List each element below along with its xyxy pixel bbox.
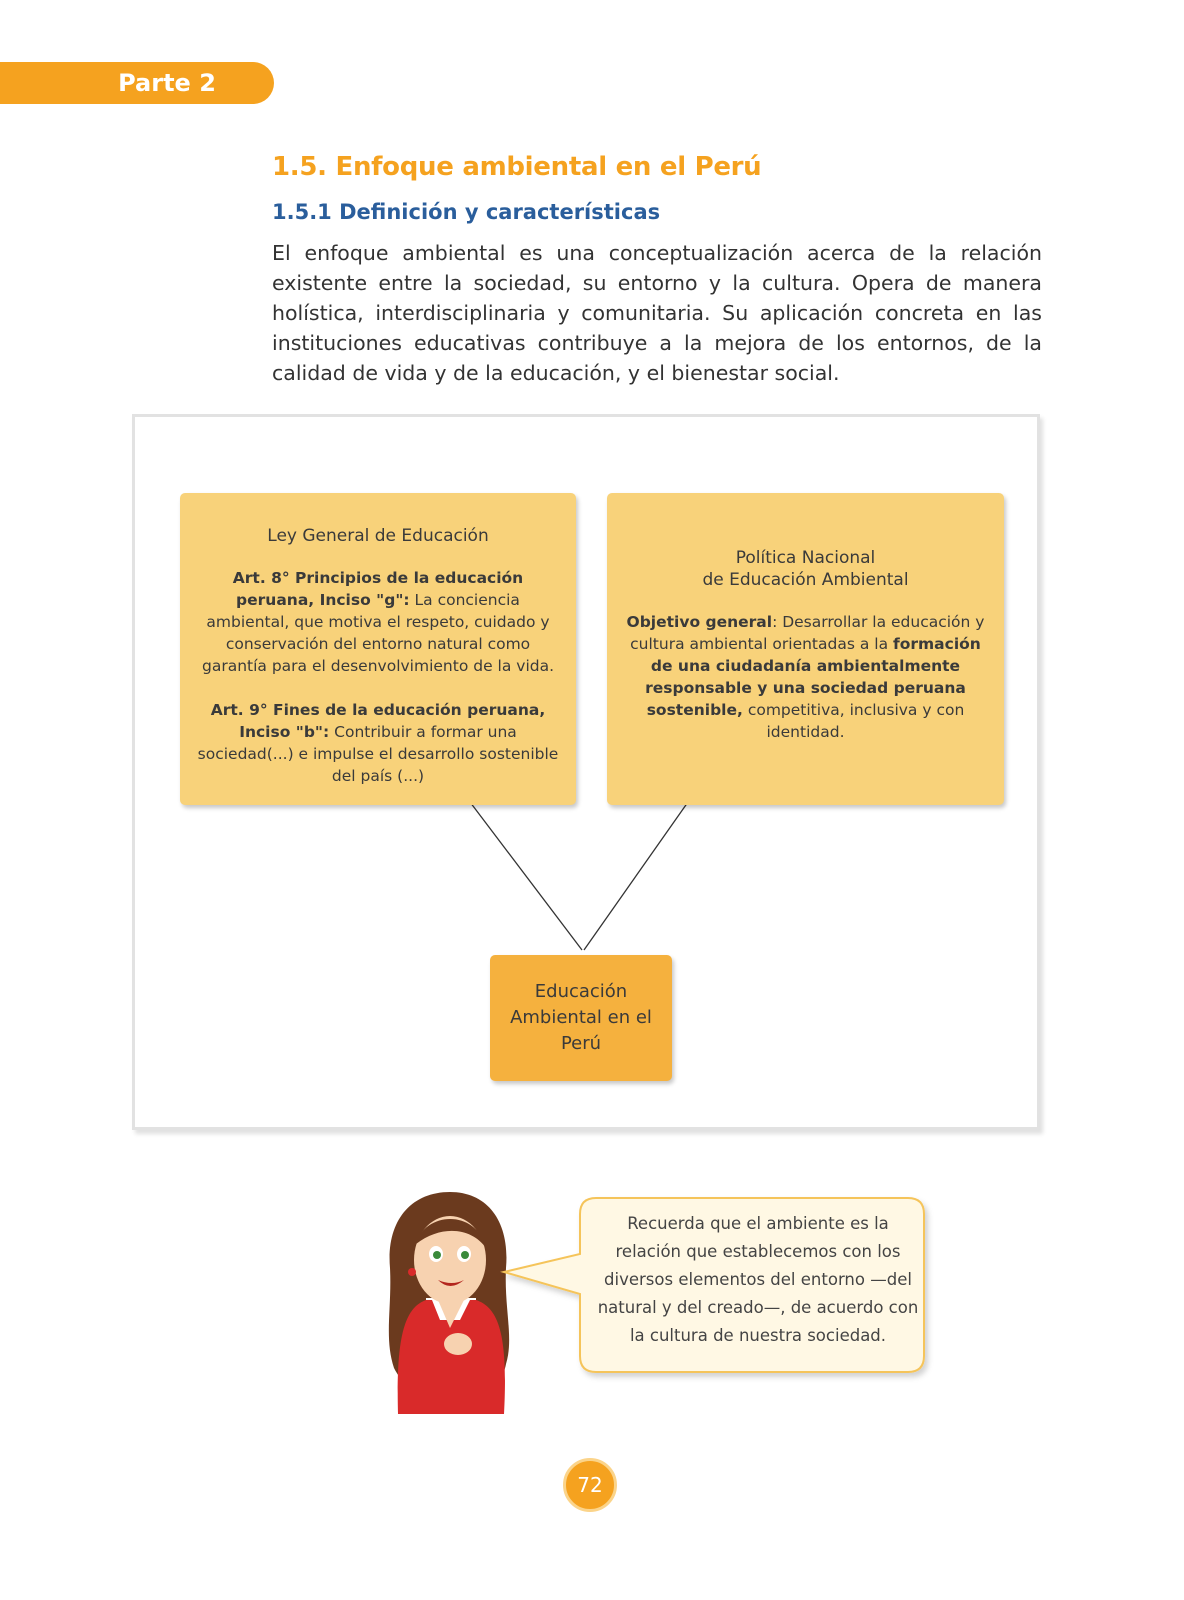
page-number bbox=[563, 1458, 617, 1512]
politica-objective bbox=[621, 611, 990, 743]
ley-art9-text: Contribuir a formar una sociedad(...) e impulse el desarrollo sostenible del país (...) bbox=[197, 723, 559, 785]
politica-objective-text1: : Desarrollar la educación y cultura ambiental orientadas a la bbox=[630, 613, 985, 653]
ley-art8 bbox=[194, 567, 562, 677]
ley-art9 bbox=[194, 699, 562, 787]
concept-diagram bbox=[132, 414, 1040, 1130]
ley-art8-text: La conciencia ambiental, que motiva el respeto, cuidado y conservación del entorno natural como garantía para el desenvolvimiento de la vida. bbox=[201, 591, 555, 675]
politica-title-line2: de Educación Ambiental bbox=[702, 570, 909, 590]
teacher-character-illustration bbox=[380, 1188, 520, 1418]
ley-art9-heading: Art. 9° Fines de la educación peruana, Inciso "b": bbox=[210, 701, 546, 741]
educacion-ambiental-label: Educación Ambiental en el Perú bbox=[510, 981, 652, 1054]
politica-objective-bold2: formación de una ciudadanía ambientalmente responsable y una sociedad peruana sostenible, bbox=[645, 635, 981, 719]
ley-general-box bbox=[180, 493, 576, 805]
speech-bubble-text: Recuerda que el ambiente es la relación que establecemos con los diversos elementos del entorno —del natural y del creado—, de acuerdo con la cultura de nuestra sociedad. bbox=[597, 1214, 919, 1345]
intro-paragraph: El enfoque ambiental es una conceptualización acerca de la relación existente entre la sociedad, su entorno y la cultura. Opera de manera holística, interdisciplinaria y comunitaria. Su aplicación concreta en las instituciones educativas contribuye a la mejora de los entornos, de la calidad de vida y de la educación, y el bienestar social. bbox=[272, 241, 1042, 385]
part-label-tab bbox=[0, 62, 274, 104]
section-title: 1.5. Enfoque ambiental en el Perú bbox=[272, 152, 762, 182]
politica-objective-heading: Objetivo general bbox=[626, 613, 773, 631]
educacion-ambiental-box bbox=[490, 955, 672, 1081]
politica-title-line1: Política Nacional bbox=[735, 548, 876, 568]
part-label: Parte 2 bbox=[118, 69, 216, 97]
politica-objective-text2: competitiva, inclusiva y con identidad. bbox=[742, 701, 965, 741]
ley-art8-heading: Art. 8° Principios de la educación peruana, Inciso "g": bbox=[232, 569, 524, 609]
section-subtitle: 1.5.1 Definición y características bbox=[272, 200, 661, 224]
ley-title: Ley General de Educación bbox=[267, 526, 489, 546]
connector-left bbox=[470, 802, 582, 950]
politica-nacional-box bbox=[607, 493, 1004, 805]
page-number-label: 72 bbox=[577, 1473, 603, 1497]
connector-right bbox=[584, 802, 688, 950]
politica-title bbox=[621, 547, 990, 591]
